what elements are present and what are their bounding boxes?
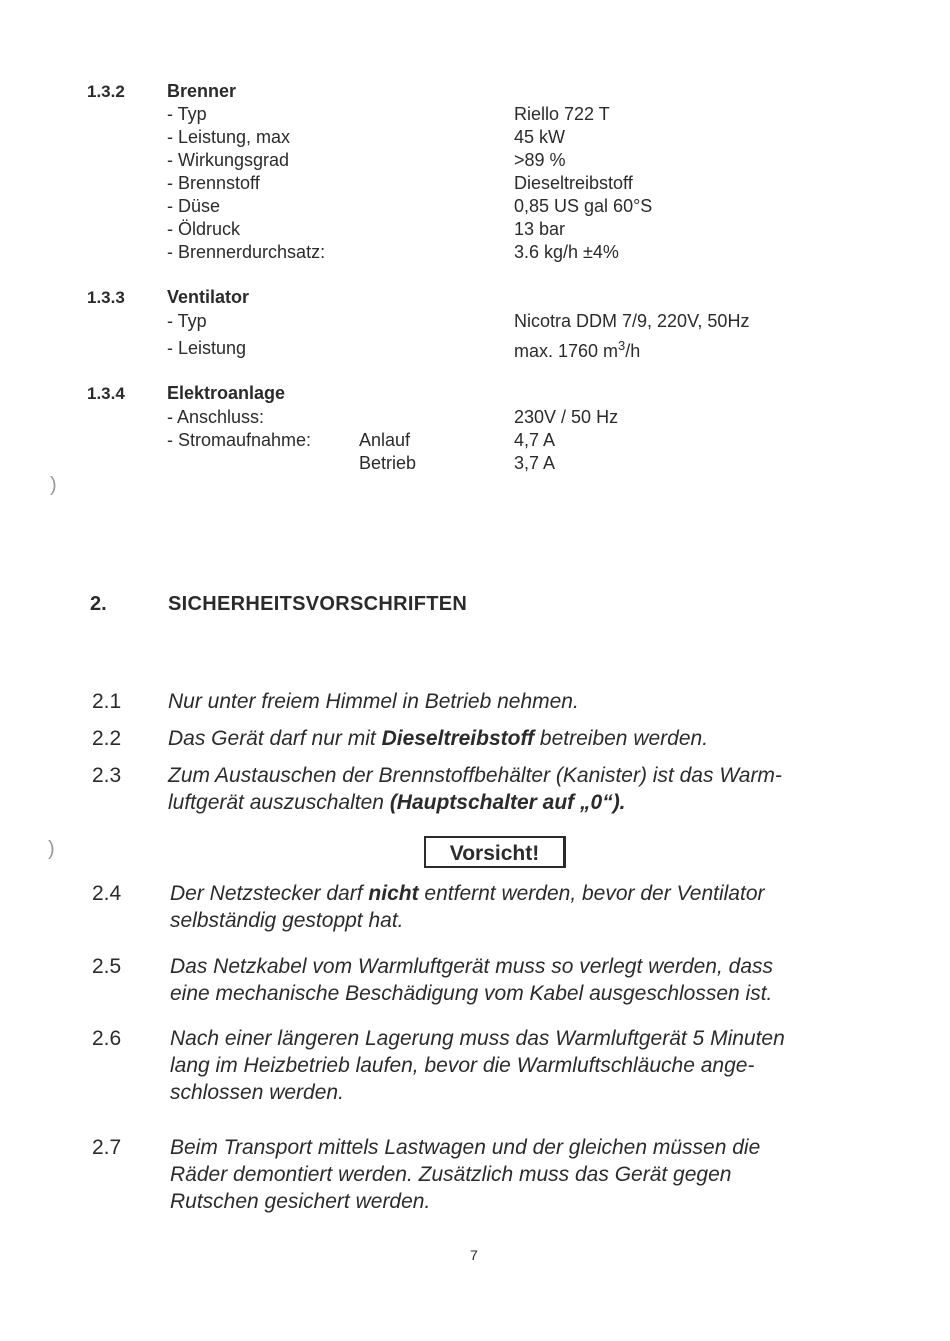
spec-sublabel: Anlauf — [359, 430, 411, 450]
section-number-1-3-3: 1.3.3 — [87, 288, 125, 307]
rule-number: 2.3 — [92, 764, 122, 787]
rule-text — [168, 789, 626, 816]
section-title-brenner: Brenner — [167, 81, 237, 101]
section-title-ventilator: Ventilator — [167, 287, 250, 307]
rule-text: lang im Heizbetrieb laufen, bevor die Warmluftschläuche ange- — [170, 1054, 755, 1077]
section-number-1-3-4: 1.3.4 — [87, 384, 125, 403]
rule-number: 2.5 — [92, 955, 122, 978]
rule-text: schlossen werden. — [170, 1081, 344, 1104]
rule-text-emphasis: (Hauptschalter auf „0“). — [389, 791, 626, 814]
spec-value: 3.6 kg/h ±4% — [514, 242, 619, 262]
rule-number: 2.7 — [92, 1136, 122, 1159]
rule-text-part: luftgerät auszuschalten — [168, 791, 390, 814]
spec-value: 45 kW — [514, 127, 566, 147]
spec-value: 13 bar — [514, 219, 566, 239]
rule-text-part: Der Netzstecker darf — [170, 882, 369, 905]
spec-label: - Brennstoff — [167, 173, 260, 193]
rule-text-part: Das Gerät darf nur mit — [168, 727, 382, 750]
spec-value: >89 % — [514, 150, 566, 170]
spec-value: 0,85 US gal 60°S — [514, 196, 653, 216]
section-number-1-3-2: 1.3.2 — [87, 82, 125, 101]
chapter-number: 2. — [90, 593, 107, 615]
rule-text — [170, 880, 765, 907]
scan-mark: ) — [48, 838, 55, 860]
page-number: 7 — [470, 1247, 478, 1263]
rule-text: selbständig gestoppt hat. — [170, 909, 404, 932]
spec-label: - Leistung, max — [167, 127, 291, 147]
rule-text — [168, 725, 708, 752]
spec-label: - Düse — [167, 196, 221, 216]
spec-label: - Öldruck — [167, 219, 241, 239]
spec-value: Riello 722 T — [514, 104, 610, 124]
spec-value: 4,7 A — [514, 430, 556, 450]
airflow-unit: /h — [625, 341, 641, 361]
rule-text: Nach einer längeren Lagerung muss das Warmluftgerät 5 Minuten — [170, 1027, 785, 1050]
section-title-elektroanlage: Elektroanlage — [167, 383, 286, 403]
spec-label: - Wirkungsgrad — [167, 150, 290, 170]
airflow-exponent: 3 — [618, 338, 626, 353]
spec-label: - Leistung — [167, 338, 247, 358]
rule-text-emphasis: nicht — [368, 882, 419, 905]
spec-label: - Anschluss: — [167, 407, 265, 427]
spec-value: Dieseltreibstoff — [514, 173, 633, 193]
airflow-value: max. 1760 m — [514, 341, 619, 361]
chapter-title: SICHERHEITSVORSCHRIFTEN — [168, 593, 468, 615]
rule-number: 2.1 — [92, 690, 122, 713]
rule-text: Räder demontiert werden. Zusätzlich muss das Gerät gegen — [170, 1163, 732, 1186]
rule-text: Nur unter freiem Himmel in Betrieb nehmen. — [168, 690, 579, 713]
spec-sublabel: Betrieb — [359, 453, 417, 473]
spec-label: - Stromaufnahme: — [167, 430, 312, 450]
rule-number: 2.6 — [92, 1027, 122, 1050]
scan-mark: ) — [50, 474, 57, 496]
rule-number: 2.4 — [92, 882, 122, 905]
spec-value: 230V / 50 Hz — [514, 407, 619, 427]
rule-text: Beim Transport mittels Lastwagen und der gleichen müssen die — [170, 1136, 761, 1159]
spec-label: - Typ — [167, 311, 207, 331]
rule-text-emphasis: Dieseltreibstoff — [381, 727, 535, 750]
spec-value: Nicotra DDM 7/9, 220V, 50Hz — [514, 311, 750, 331]
rule-text: eine mechanische Beschädigung vom Kabel ausgeschlossen ist. — [170, 982, 773, 1005]
spec-value: 3,7 A — [514, 453, 556, 473]
spec-label: - Typ — [167, 104, 207, 124]
rule-text-part: betreiben werden. — [534, 727, 709, 750]
rule-text: Zum Austauschen der Brennstoffbehälter (Kanister) ist das Warm- — [168, 764, 782, 787]
rule-text: Rutschen gesichert werden. — [170, 1190, 431, 1213]
rule-number: 2.2 — [92, 727, 122, 750]
rule-text-part: entfernt werden, bevor der Ventilator — [418, 882, 765, 905]
warning-box: Vorsicht! — [424, 836, 566, 868]
rule-text: Das Netzkabel vom Warmluftgerät muss so verlegt werden, dass — [170, 955, 774, 978]
spec-value-airflow — [514, 338, 640, 362]
spec-label: - Brennerdurchsatz: — [167, 242, 326, 262]
